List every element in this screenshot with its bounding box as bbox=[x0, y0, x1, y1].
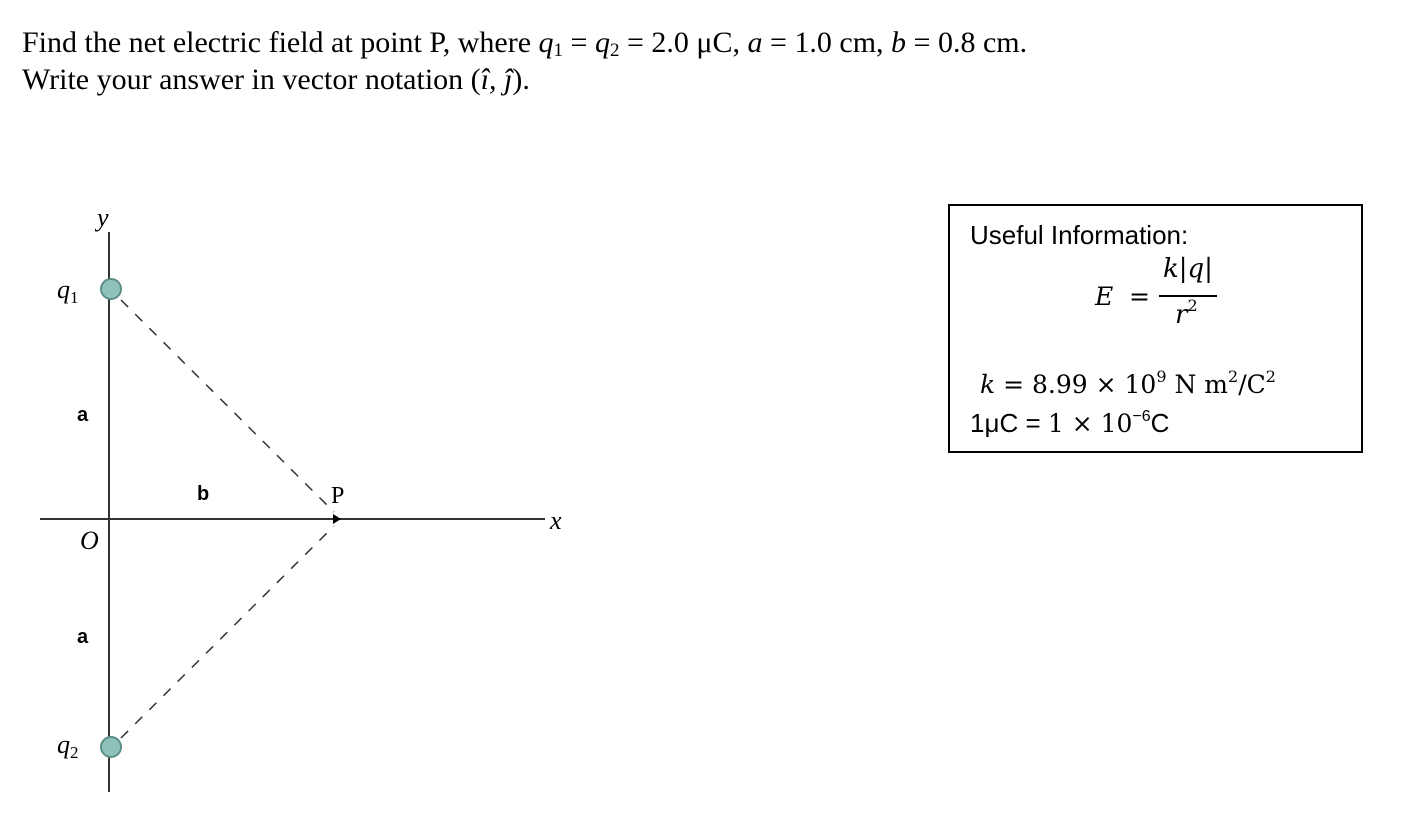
k-units-exponent-1: 2 bbox=[1228, 367, 1239, 386]
q2-subscript: 2 bbox=[609, 40, 620, 61]
microcoulomb-conversion-line bbox=[970, 408, 1169, 439]
k-value: = 8.99 × 10 bbox=[995, 370, 1157, 399]
charge-q1 bbox=[101, 279, 121, 299]
k-units-part-2: /C bbox=[1238, 370, 1266, 399]
problem-prefix: Find the net electric field at point P, where bbox=[22, 26, 539, 59]
a-symbol: a bbox=[747, 26, 763, 59]
a-lower-label: a bbox=[77, 626, 89, 648]
q1-label-subscript: 1 bbox=[70, 288, 79, 307]
charge-q2 bbox=[101, 737, 121, 757]
denominator-base: r bbox=[1175, 300, 1188, 330]
point-p-marker bbox=[333, 514, 341, 524]
k-symbol: k bbox=[980, 370, 996, 399]
origin-label: O bbox=[80, 526, 99, 555]
p-label: P bbox=[331, 483, 345, 509]
q1-label bbox=[57, 275, 79, 307]
coulomb-constant-line bbox=[980, 367, 1276, 399]
k-units-exponent-2: 2 bbox=[1265, 367, 1276, 386]
vector-notation-text: Write your answer in vector notation ( bbox=[22, 63, 481, 96]
a-value: = 1.0 cm, bbox=[762, 26, 892, 59]
k-units-part-1: N m bbox=[1166, 370, 1228, 399]
problem-line-1 bbox=[22, 24, 1027, 61]
x-axis-label: x bbox=[550, 506, 562, 535]
useful-information-box bbox=[948, 204, 1363, 453]
q2-label-subscript: 2 bbox=[70, 743, 79, 762]
problem-statement bbox=[22, 24, 1027, 98]
denominator-exponent: 2 bbox=[1187, 296, 1198, 315]
formula-numerator: k|q| bbox=[1163, 254, 1213, 284]
conversion-left: 1μC = bbox=[970, 408, 1048, 438]
dashed-line-q1-p bbox=[121, 300, 334, 512]
q2-symbol: q bbox=[594, 26, 610, 59]
y-axis-label: y bbox=[97, 203, 109, 232]
notation-suffix: ). bbox=[512, 63, 530, 96]
equals-sign: = bbox=[563, 26, 595, 59]
info-title: Useful Information: bbox=[970, 220, 1189, 250]
q1-subscript: 1 bbox=[553, 40, 564, 61]
problem-line-2 bbox=[22, 61, 1027, 98]
b-value: = 0.8 cm. bbox=[906, 26, 1028, 59]
unit-vectors: î, ĵ bbox=[480, 63, 513, 96]
charge-diagram bbox=[0, 200, 640, 810]
dashed-line-q2-p bbox=[121, 526, 334, 738]
conversion-exponent: −6 bbox=[1132, 408, 1151, 425]
q1-symbol: q bbox=[538, 26, 554, 59]
formula-lhs: E bbox=[1095, 282, 1114, 311]
conversion-unit: C bbox=[1150, 408, 1170, 438]
q1-label-symbol: q bbox=[57, 275, 70, 304]
q2-label bbox=[57, 730, 79, 762]
field-formula bbox=[1095, 254, 1225, 344]
k-exponent: 9 bbox=[1156, 367, 1167, 386]
formula-equals: = bbox=[1129, 282, 1150, 311]
charge-value: = 2.0 μC, bbox=[619, 26, 748, 59]
b-symbol: b bbox=[891, 26, 907, 59]
formula-denominator bbox=[1175, 296, 1198, 330]
q2-label-symbol: q bbox=[57, 730, 70, 759]
b-label: b bbox=[197, 483, 210, 505]
a-upper-label: a bbox=[77, 404, 89, 426]
conversion-right: 1 × 10 bbox=[1047, 409, 1133, 438]
